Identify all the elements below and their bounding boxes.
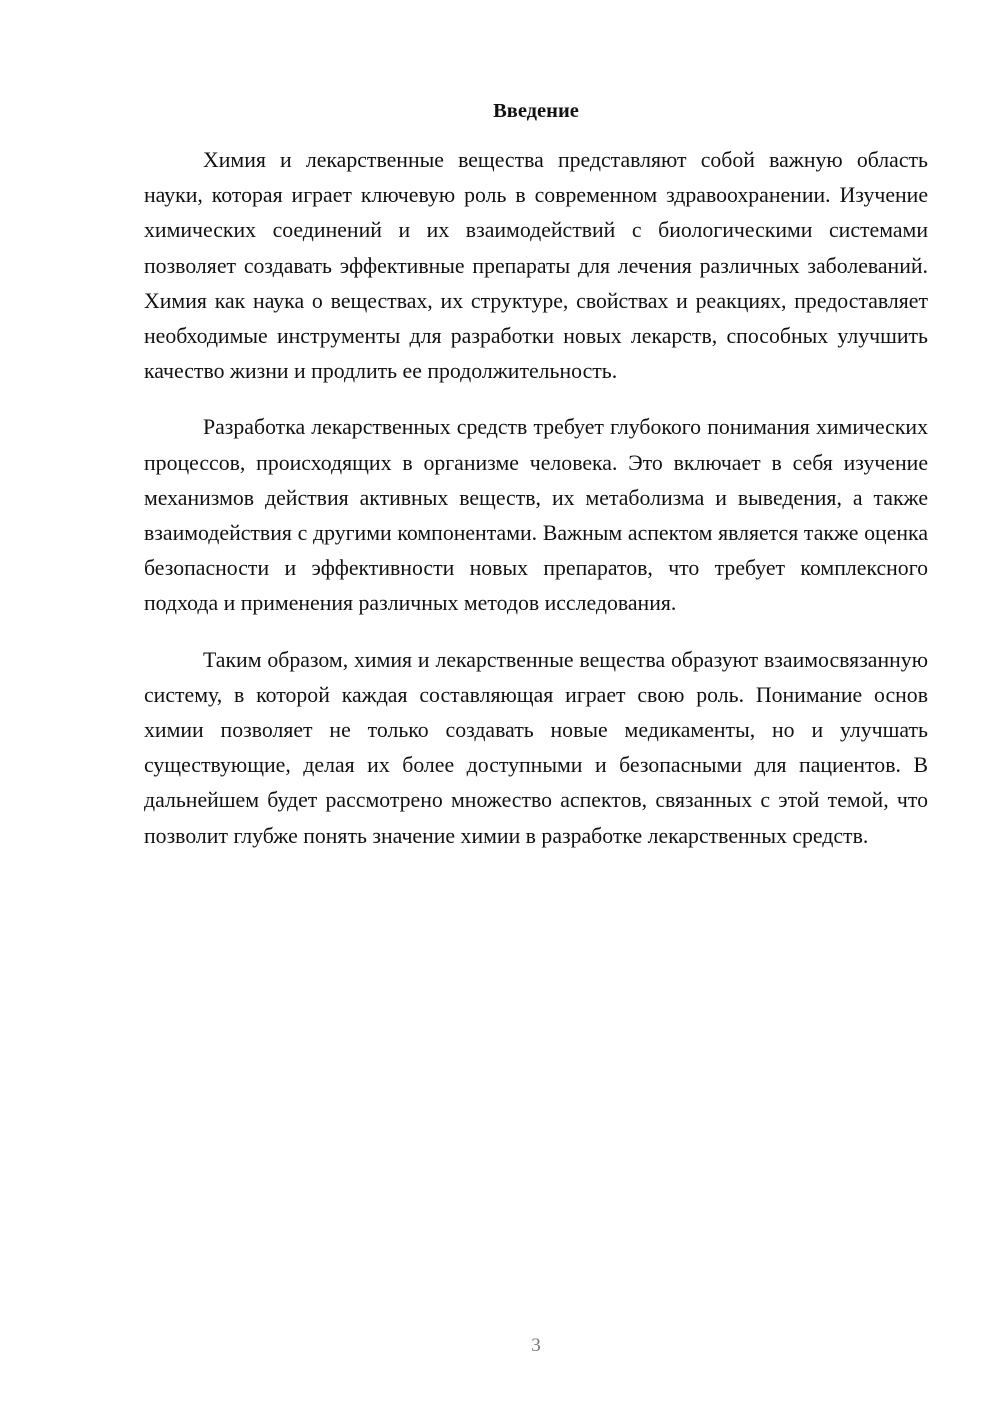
paragraph-1: Химия и лекарственные вещества представляют собой важную область науки, которая играет ключевую роль в современном здравоохранении. Изучение химических соединений и их взаимодействий с биологическими системами позволяет создавать эффективные препараты для лечения различных заболеваний. Химия как наука о веществах, их структуре, свойствах и реакциях, предоставляет необходимые инструменты для разработки новых лекарств, способных улучшить качество жизни и продлить ее продолжительность. [144,148,928,384]
body-text [144,143,928,875]
paragraph-2: Разработка лекарственных средств требует глубокого понимания химических процессов, происходящих в организме человека. Это включает в себя изучение механизмов действия активных веществ, их метаболизма и выведения, а также взаимодействия с другими компонентами. Важным аспектом является также оценка безопасности и эффективности новых препаратов, что требует комплексного подхода и применения различных методов исследования. [144,415,928,616]
page-number: 3 [531,1335,541,1356]
paragraph-3: Таким образом, химия и лекарственные вещества образуют взаимосвязанную систему, в которой каждая составляющая играет свою роль. Понимание основ химии позволяет не только создавать новые медикаменты, но и улучшать существующие, делая их более доступными и безопасными для пациентов. В дальнейшем будет рассмотрено множество аспектов, связанных с этой темой, что позволит глубже понять значение химии в разработке лекарственных средств. [144,647,928,848]
section-heading: Введение [493,100,579,122]
